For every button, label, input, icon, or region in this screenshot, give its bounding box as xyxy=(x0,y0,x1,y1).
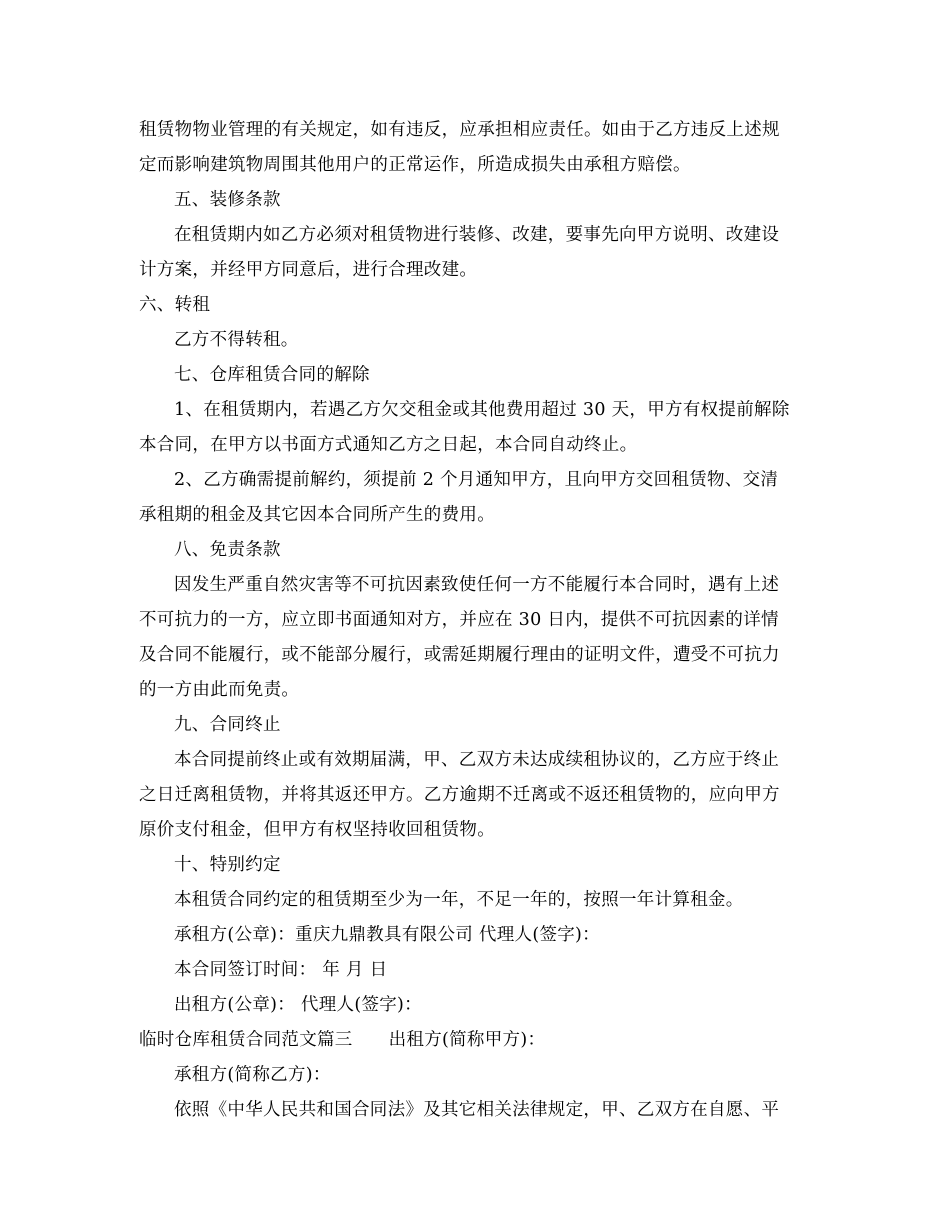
paragraph-line: 的一方由此而免责。 xyxy=(139,680,300,700)
contract-title: 临时仓库租赁合同范文篇三 xyxy=(139,1030,353,1050)
paragraph-line: 原价支付租金，但甲方有权坚持收回租赁物。 xyxy=(139,820,495,840)
paragraph-line: 承租期的租金及其它因本合同所产生的费用。 xyxy=(139,505,495,525)
paragraph-line: 2、乙方确需提前解约，须提前 2 个月通知甲方，且向甲方交回租赁物、交清 xyxy=(174,470,779,490)
paragraph-line: 1、在租赁期内，若遇乙方欠交租金或其他费用超过 30 天，甲方有权提前解除 xyxy=(174,400,790,420)
party-b-label: 承租方(简称乙方)： xyxy=(174,1065,331,1085)
section-heading: 九、合同终止 xyxy=(174,715,281,735)
title-party-line xyxy=(139,1023,819,1057)
paragraph-line: 乙方不得转租。 xyxy=(174,330,299,350)
section-heading: 七、仓库租赁合同的解除 xyxy=(174,365,370,385)
lessor-signature-line: 出租方(公章)： 代理人(签字)： xyxy=(174,995,422,1015)
paragraph-line: 计方案，并经甲方同意后，进行合理改建。 xyxy=(139,260,478,280)
paragraph-line: 租赁物物业管理的有关规定，如有违反，应承担相应责任。如由于乙方违反上述规 xyxy=(139,120,780,140)
paragraph-line: 定而影响建筑物周围其他用户的正常运作，所造成损失由承租方赔偿。 xyxy=(139,155,691,175)
paragraph-line: 本合同提前终止或有效期届满，甲、乙双方未达成续租协议的，乙方应于终止 xyxy=(174,750,780,770)
paragraph-line: 不可抗力的一方，应立即书面通知对方，并应在 30 日内，提供不可抗因素的详情 xyxy=(139,610,779,630)
paragraph-line: 因发生严重自然灾害等不可抗因素致使任何一方不能履行本合同时，遇有上述 xyxy=(174,575,780,595)
party-a-label: 出租方(简称甲方)： xyxy=(388,1030,546,1050)
section-heading: 五、装修条款 xyxy=(174,190,281,210)
lessee-signature-line: 承租方(公章)：重庆九鼎教具有限公司 代理人(签字)： xyxy=(174,925,600,945)
paragraph-line: 本合同，在甲方以书面方式通知乙方之日起，本合同自动终止。 xyxy=(139,435,638,455)
section-heading: 八、免责条款 xyxy=(174,540,281,560)
paragraph-line: 在租赁期内如乙方必须对租赁物进行装修、改建，要事先向甲方说明、改建设 xyxy=(174,225,780,245)
paragraph-line: 依照《中华人民共和国合同法》及其它相关法律规定，甲、乙双方在自愿、平 xyxy=(174,1100,780,1120)
paragraph-line: 之日迁离租赁物，并将其返还甲方。乙方逾期不迁离或不返还租赁物的，应向甲方 xyxy=(139,785,780,805)
section-heading: 十、特别约定 xyxy=(174,855,281,875)
paragraph-line: 及合同不能履行，或不能部分履行，或需延期履行理由的证明文件，遭受不可抗力 xyxy=(139,645,780,665)
signing-date-line: 本合同签订时间： 年 月 日 xyxy=(174,960,388,980)
paragraph-line: 本租赁合同约定的租赁期至少为一年，不足一年的，按照一年计算租金。 xyxy=(174,890,744,910)
section-heading: 六、转租 xyxy=(139,295,211,315)
